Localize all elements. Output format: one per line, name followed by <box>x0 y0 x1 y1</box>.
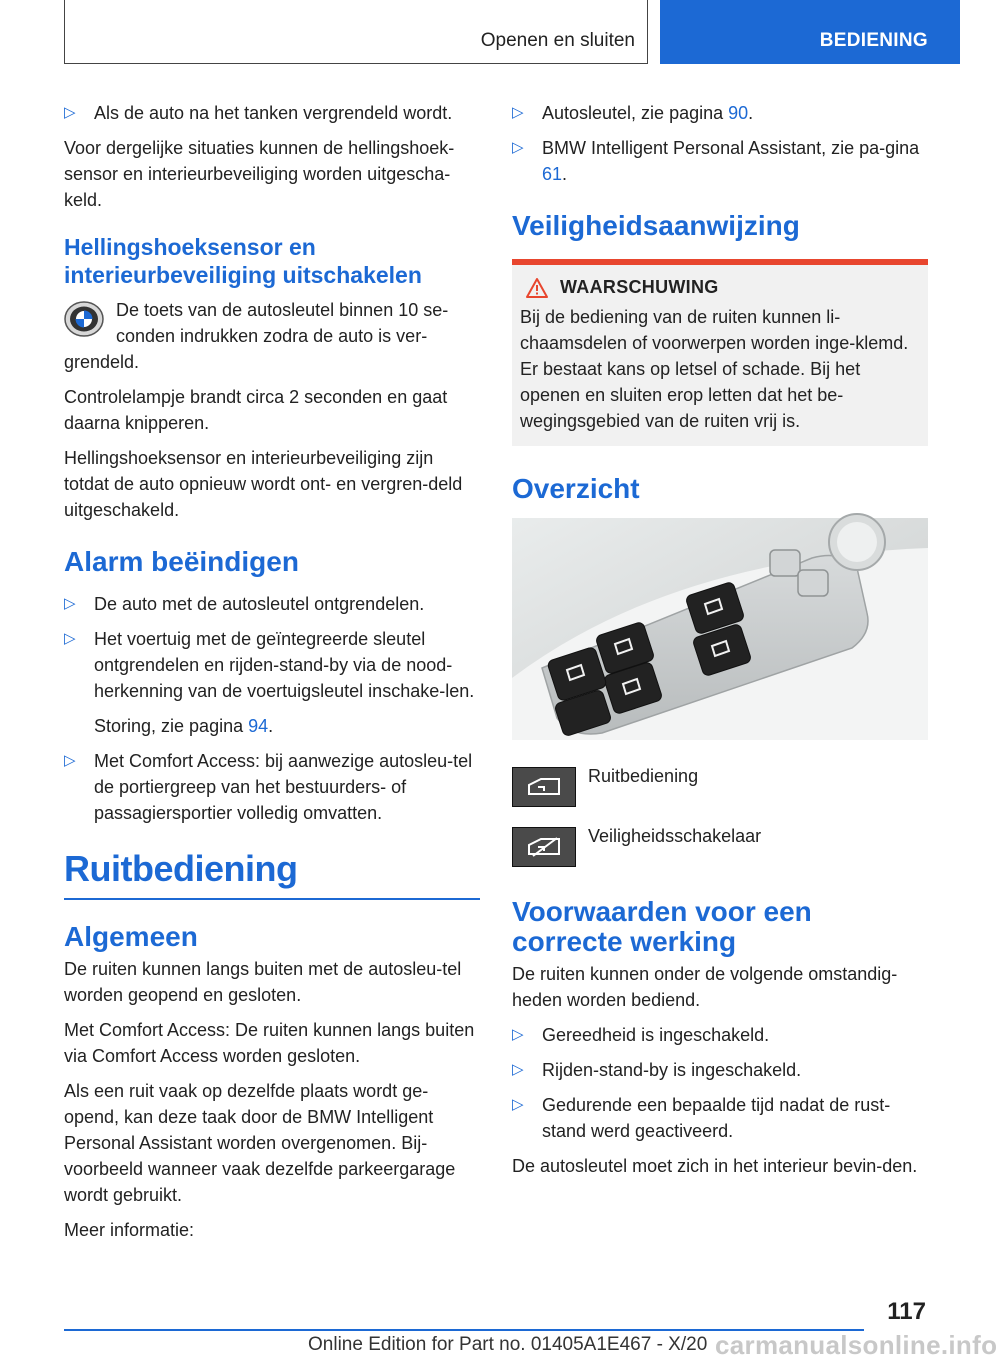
car-key-icon <box>64 299 104 339</box>
list-item: ▷ BMW Intelligent Personal Assistant, zie pa-gina 61. <box>512 135 928 187</box>
header-chapter-box <box>64 0 648 64</box>
page-link[interactable]: 61 <box>542 164 563 184</box>
left-column <box>64 100 480 1252</box>
legend-row-window-control <box>512 763 928 823</box>
right-column <box>512 100 928 1188</box>
warning-header <box>526 277 920 298</box>
page-number: 117 <box>887 1298 926 1325</box>
list-item: ▷ Autosleutel, zie pagina 90. <box>512 100 928 126</box>
key-instruction: De toets van de autosleutel binnen 10 se-conden indrukken zodra de auto is ver-grendeld. <box>64 300 449 372</box>
paragraph: Hellingshoeksensor en interieurbeveiliging zijn totdat de auto opnieuw wordt ont- en vergren-deld uitgeschakeld. <box>64 448 463 520</box>
bullet-triangle-icon: ▷ <box>512 104 524 121</box>
warning-triangle-icon <box>526 278 548 298</box>
page-link[interactable]: 90 <box>728 103 749 123</box>
safety-switch-symbol-icon <box>512 827 576 867</box>
bullet-triangle-icon: ▷ <box>512 1096 524 1113</box>
paragraph: Als een ruit vaak op dezelfde plaats wordt ge-opend, kan deze taak door de BMW Intelligent Personal Assistant worden overgenomen. Bij-voorbeeld wanneer vaak dezelfde parkeergarage wordt gebruikt. <box>64 1081 456 1205</box>
list-item: ▷ Gedurende een bepaalde tijd nadat de rust-stand werd geactiveerd. <box>512 1092 928 1144</box>
bullet-triangle-icon: ▷ <box>64 630 76 647</box>
heading-general: Algemeen <box>64 921 198 952</box>
header-section-tab <box>660 0 960 64</box>
bullet-triangle-icon: ▷ <box>512 1061 524 1078</box>
bullet-triangle-icon: ▷ <box>64 752 76 769</box>
list-item: ▷ Het voertuig met de geïntegreerde sleutel ontgrendelen en rijden-stand-by via de nood-herkenning van de voertuigsleutel inschake-len. <box>64 626 480 704</box>
list-item: ▷ Met Comfort Access: bij aanwezige autosleu-tel de portiergreep van het bestuurders- of passagiersportier volledig omvatten. <box>64 748 480 826</box>
bullet-triangle-icon: ▷ <box>64 104 76 121</box>
list-item: ▷ Rijden-stand-by is ingeschakeld. <box>512 1057 928 1083</box>
page-reference: Storing, zie pagina 94. <box>94 716 274 736</box>
list-item: ▷ Gereedheid is ingeschakeld. <box>512 1022 928 1048</box>
legend-label: Ruitbediening <box>588 766 699 786</box>
legend-row-safety-switch <box>512 823 928 883</box>
bullet-triangle-icon: ▷ <box>512 139 524 156</box>
heading-prerequisites: Voorwaarden voor een correcte werking <box>512 896 812 957</box>
watermark: carmanualsonline.info <box>715 1330 997 1360</box>
paragraph: De autosleutel moet zich in het interieur bevin-den. <box>512 1156 918 1176</box>
paragraph: Voor dergelijke situaties kunnen de hellingshoek-sensor en interieurbeveiliging worden uitgescha-keld. <box>64 138 455 210</box>
paragraph: Controlelampje brandt circa 2 seconden en gaat daarna knipperen. <box>64 387 448 433</box>
heading-overview: Overzicht <box>512 473 640 504</box>
paragraph: Met Comfort Access: De ruiten kunnen langs buiten via Comfort Access worden gesloten. <box>64 1020 475 1066</box>
heading-safety: Veiligheidsaanwijzing <box>512 210 800 241</box>
chapter-heading: Ruitbediening <box>64 848 480 900</box>
heading-disable-sensor: Hellingshoeksensor en interieurbeveiliging uitschakelen <box>64 234 422 288</box>
section-title: BEDIENING <box>819 30 928 51</box>
warning-box <box>512 259 928 446</box>
warning-title: WAARSCHUWING <box>560 277 719 297</box>
warning-text: Bij de bediening van de ruiten kunnen li-chaamsdelen of voorwerpen worden inge-klemd. Er bestaat kans op letsel of schade. Bij het openen en sluiten erop letten dat het be-wegingsgebied van de ruiten vrij is. <box>520 307 909 431</box>
page-link[interactable]: 94 <box>248 716 269 736</box>
paragraph: De ruiten kunnen langs buiten met de autosleu-tel worden geopend en gesloten. <box>64 959 462 1005</box>
legend-label: Veiligheidsschakelaar <box>588 826 762 846</box>
list-item: ▷ De auto met de autosleutel ontgrendelen. <box>64 591 480 617</box>
chapter-title: Openen en sluiten <box>480 30 635 51</box>
bullet-triangle-icon: ▷ <box>64 595 76 612</box>
heading-alarm: Alarm beëindigen <box>64 546 299 577</box>
window-switch-photo <box>512 518 928 740</box>
paragraph: De ruiten kunnen onder de volgende omstandig-heden worden bediend. <box>512 964 898 1010</box>
edition-text: Online Edition for Part no. 01405A1E467 - X/20 <box>308 1334 708 1355</box>
paragraph: Meer informatie: <box>64 1220 195 1240</box>
list-item: ▷ Als de auto na het tanken vergrendeld wordt. <box>64 100 480 126</box>
bullet-triangle-icon: ▷ <box>512 1026 524 1043</box>
window-control-symbol-icon <box>512 767 576 807</box>
